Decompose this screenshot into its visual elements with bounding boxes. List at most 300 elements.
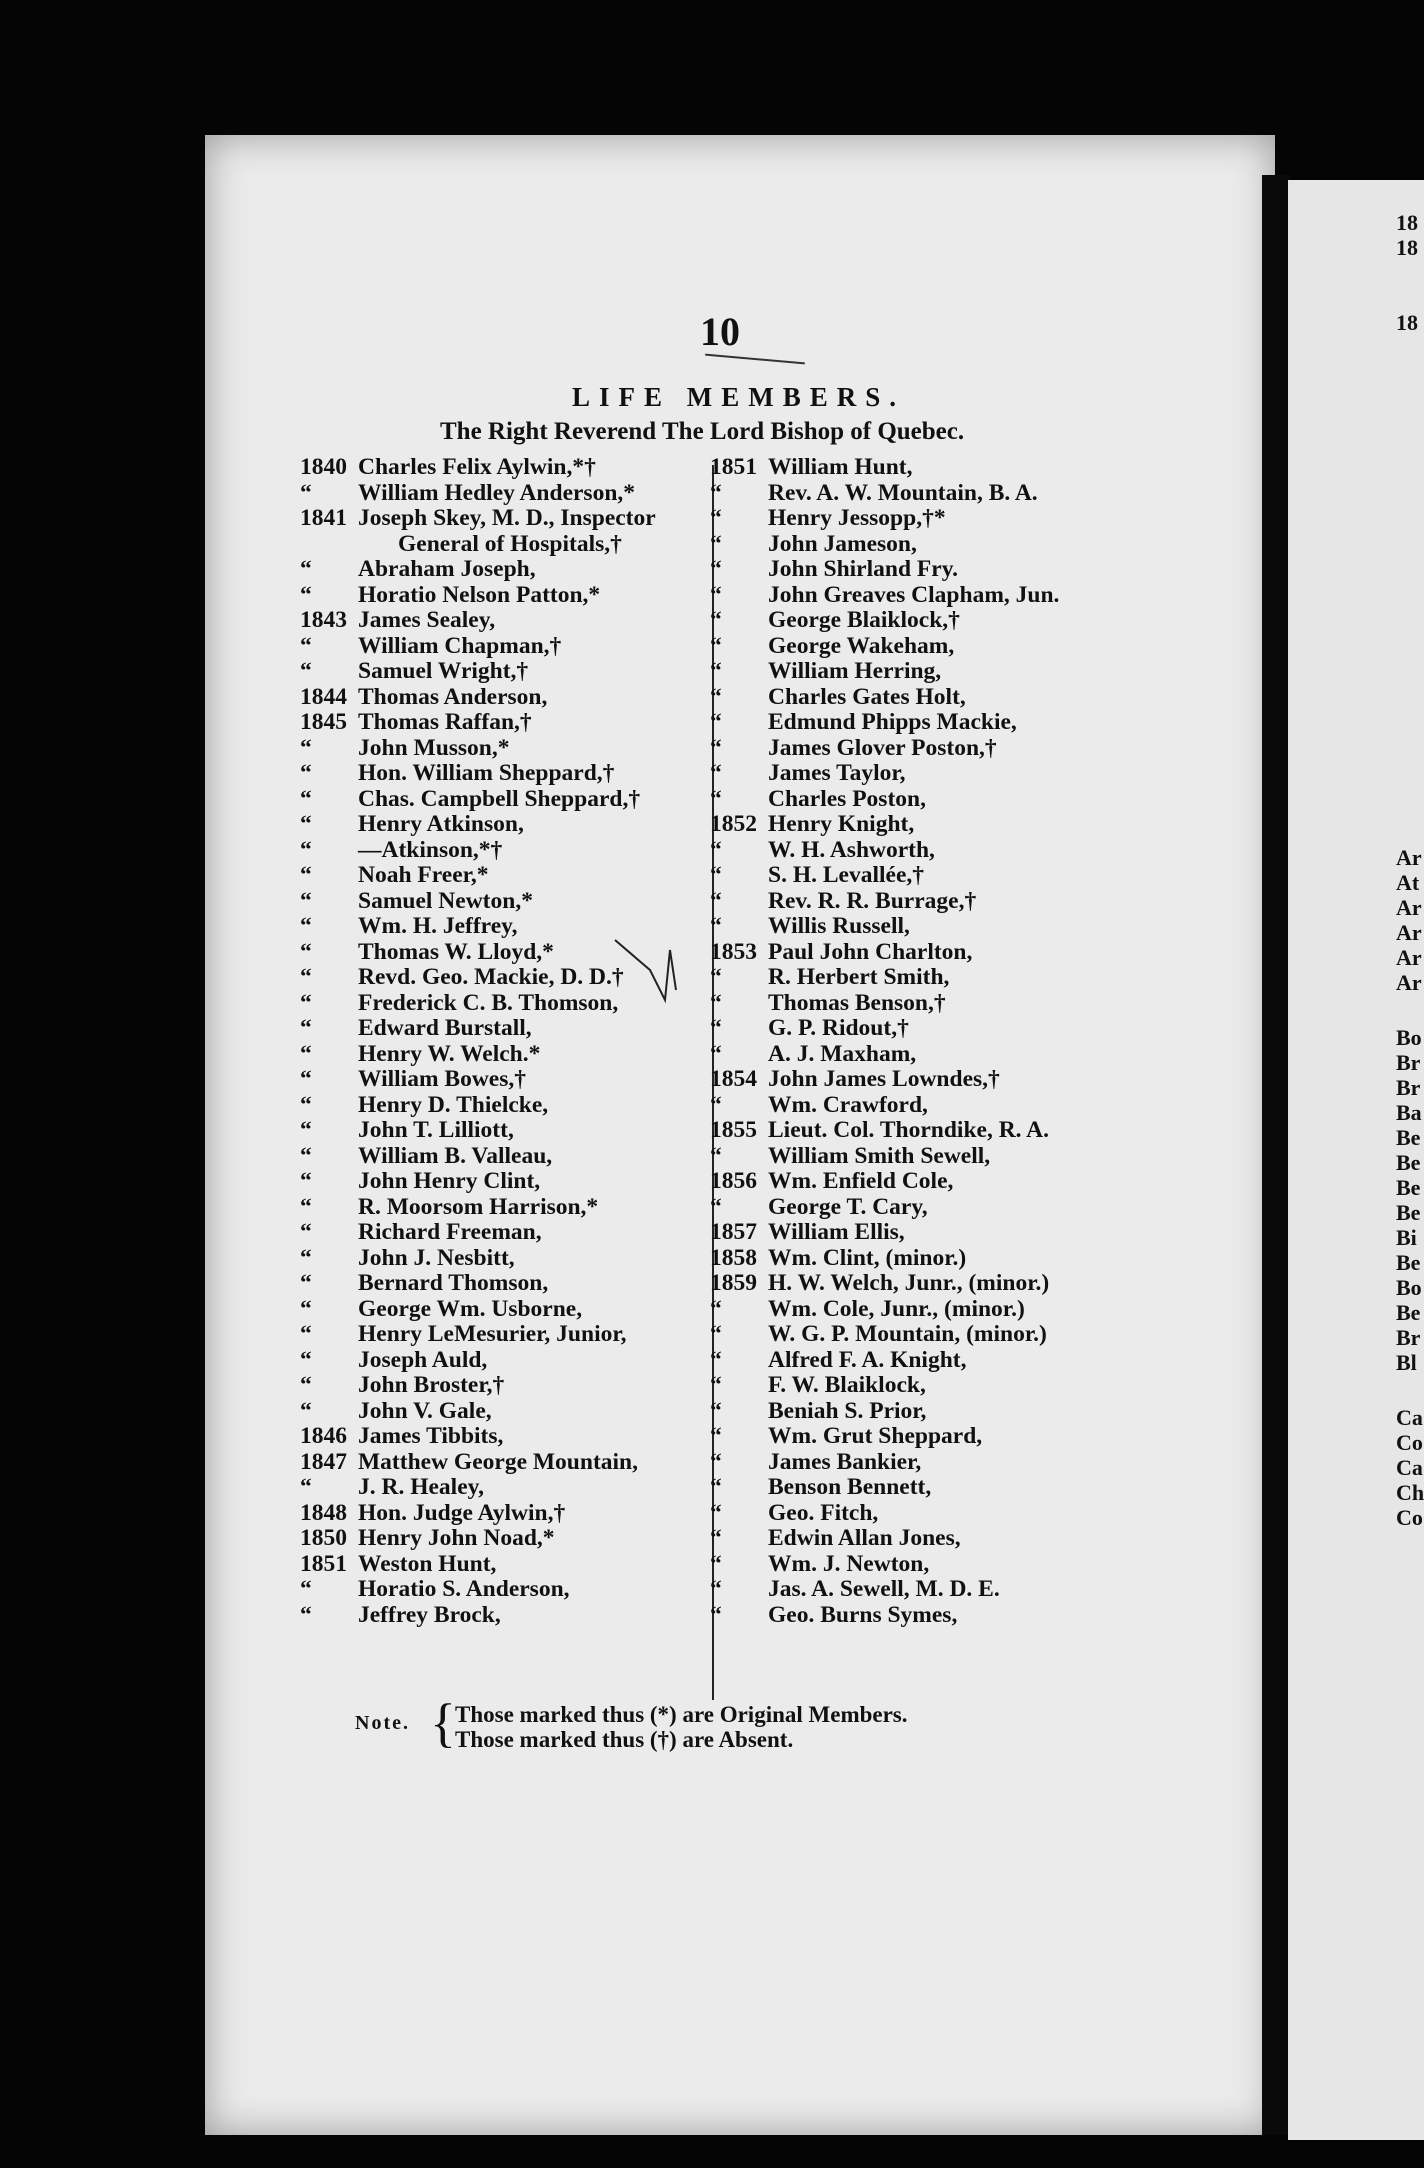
- member-year: “: [300, 836, 312, 863]
- member-entry: [710, 1373, 1059, 1399]
- member-name: Wm. Grut Sheppard,: [768, 1423, 983, 1449]
- member-year: “: [300, 913, 312, 939]
- member-name: George Wakeham,: [768, 632, 955, 659]
- member-name: H. W. Welch, Junr., (minor.): [768, 1270, 1050, 1296]
- member-year: “: [710, 1193, 722, 1220]
- member-entry: [300, 532, 656, 558]
- member-name: Henry D. Thielcke,: [358, 1091, 549, 1118]
- member-name: Edward Burstall,: [358, 1015, 532, 1041]
- facing-page-text: Bo: [1396, 1025, 1422, 1050]
- member-year: “: [300, 964, 312, 990]
- member-name: Abraham Joseph,: [358, 556, 536, 582]
- member-year: “: [300, 1372, 312, 1398]
- member-name: William Herring,: [768, 658, 942, 684]
- member-year: “: [710, 1499, 722, 1526]
- member-entry: [710, 1271, 1059, 1297]
- member-entry: [300, 940, 656, 966]
- member-year: “: [710, 581, 722, 608]
- member-year: “: [300, 760, 312, 786]
- member-name: John Greaves Clapham, Jun.: [768, 581, 1060, 608]
- member-name: Henry Atkinson,: [358, 811, 524, 837]
- member-entry: [300, 761, 656, 787]
- note-line-original: Those marked thus (*) are Original Members.: [455, 1702, 908, 1727]
- member-entry: [300, 1373, 656, 1399]
- facing-page-text: Be: [1396, 1300, 1421, 1325]
- member-name: Henry LeMesurier, Junior,: [358, 1321, 627, 1347]
- member-entry: [710, 1169, 1059, 1195]
- member-entry: [300, 1399, 656, 1425]
- member-entry: [710, 1348, 1059, 1374]
- member-year: 1851: [300, 1550, 347, 1577]
- member-entry: [300, 659, 656, 685]
- member-entry: [300, 1271, 656, 1297]
- member-entry: [710, 1552, 1059, 1578]
- member-name: Horatio S. Anderson,: [358, 1576, 570, 1602]
- member-name: John Shirland Fry.: [768, 556, 959, 582]
- member-name: Chas. Campbell Sheppard,†: [358, 785, 641, 812]
- member-year: “: [300, 1474, 312, 1500]
- member-name: Joseph Auld,: [358, 1346, 488, 1373]
- facing-page-text: Be: [1396, 1125, 1421, 1150]
- member-name: Henry Jessopp,†*: [768, 505, 946, 531]
- member-name: Weston Hunt,: [358, 1550, 497, 1577]
- member-entry: [710, 761, 1059, 787]
- member-year: “: [710, 913, 722, 939]
- member-entry: [710, 1042, 1059, 1068]
- member-entry: [300, 1220, 656, 1246]
- facing-page-text: Be: [1396, 1175, 1421, 1200]
- member-name: Henry Knight,: [768, 811, 915, 837]
- member-entry: [300, 1424, 656, 1450]
- member-name: W. H. Ashworth,: [768, 836, 935, 863]
- member-year: “: [300, 887, 312, 914]
- member-year: 1843: [300, 607, 347, 633]
- member-year: “: [300, 632, 312, 659]
- member-entry: [710, 685, 1059, 711]
- facing-page-text: Be: [1396, 1250, 1421, 1275]
- member-entry: [710, 557, 1059, 583]
- member-name: F. W. Blaiklock,: [768, 1372, 926, 1398]
- member-year: 1853: [710, 938, 757, 965]
- member-name: Thomas W. Lloyd,*: [358, 938, 554, 965]
- member-name: Thomas Anderson,: [358, 683, 548, 710]
- member-year: 1847: [300, 1448, 347, 1475]
- member-name: Wm. Crawford,: [768, 1091, 928, 1118]
- note-label: Note.: [355, 1712, 410, 1734]
- member-name: James Tibbits,: [358, 1423, 504, 1449]
- member-entry: [300, 583, 656, 609]
- member-year: 1852: [710, 811, 757, 837]
- member-name: William Bowes,†: [358, 1066, 526, 1092]
- member-name: Thomas Benson,†: [768, 989, 946, 1016]
- member-year: “: [300, 479, 312, 506]
- member-name: General of Hospitals,†: [398, 530, 622, 557]
- member-entry: [300, 787, 656, 813]
- member-name: Thomas Raffan,†: [358, 709, 532, 735]
- member-entry: [300, 1042, 656, 1068]
- facing-page-text: Ch: [1396, 1480, 1424, 1505]
- facing-page-text: Br: [1396, 1075, 1421, 1100]
- member-entry: [300, 965, 656, 991]
- member-name: Bernard Thomson,: [358, 1270, 549, 1296]
- member-entry: [300, 736, 656, 762]
- member-name: Beniah S. Prior,: [768, 1397, 927, 1424]
- member-entry: [710, 965, 1059, 991]
- facing-page-text: Be: [1396, 1200, 1421, 1225]
- facing-page-text: 18: [1396, 210, 1418, 235]
- member-entry: [300, 1501, 656, 1527]
- member-name: James Sealey,: [358, 607, 496, 633]
- member-name: Benson Bennett,: [768, 1474, 932, 1500]
- member-name: William Smith Sewell,: [768, 1142, 991, 1169]
- member-entry: [710, 455, 1059, 481]
- member-name: Wm. Cole, Junr., (minor.): [768, 1295, 1025, 1322]
- member-entry: [300, 914, 656, 940]
- member-year: “: [300, 1193, 312, 1220]
- member-entry: [710, 940, 1059, 966]
- member-name: R. Moorsom Harrison,*: [358, 1193, 599, 1220]
- member-name: Richard Freeman,: [358, 1219, 542, 1245]
- member-year: “: [300, 556, 312, 582]
- member-year: “: [710, 1601, 722, 1628]
- member-year: “: [710, 1372, 722, 1398]
- member-year: “: [300, 989, 312, 1016]
- member-entry: [300, 1603, 656, 1629]
- member-year: “: [710, 1015, 722, 1041]
- member-year: “: [710, 734, 722, 761]
- member-name: Alfred F. A. Knight,: [768, 1346, 967, 1373]
- member-entry: [710, 1424, 1059, 1450]
- member-entry: [300, 608, 656, 634]
- member-entry: [710, 506, 1059, 532]
- member-entry: [300, 1322, 656, 1348]
- member-name: Jeffrey Brock,: [358, 1601, 501, 1628]
- member-entry: [300, 1577, 656, 1603]
- member-year: “: [710, 683, 722, 710]
- member-name: George T. Cary,: [768, 1193, 928, 1220]
- section-heading: LIFE MEMBERS.: [572, 382, 906, 412]
- member-entry: [300, 1067, 656, 1093]
- book-gutter: [1262, 175, 1290, 2135]
- facing-page-text: Br: [1396, 1050, 1421, 1075]
- member-name: Lieut. Col. Thorndike, R. A.: [768, 1117, 1049, 1143]
- facing-page-text: Ca: [1396, 1455, 1423, 1480]
- member-entry: [300, 481, 656, 507]
- member-name: John T. Lilliott,: [358, 1117, 514, 1143]
- member-name: Edmund Phipps Mackie,: [768, 709, 1017, 735]
- facing-page-text: 18: [1396, 235, 1418, 260]
- member-name: William Hunt,: [768, 454, 913, 480]
- member-entry: [710, 1603, 1059, 1629]
- member-entry: [710, 863, 1059, 889]
- member-name: A. J. Maxham,: [768, 1040, 917, 1067]
- member-entry: [300, 634, 656, 660]
- member-entry: [710, 991, 1059, 1017]
- facing-page-text: Ba: [1396, 1100, 1422, 1125]
- member-year: 1857: [710, 1219, 757, 1245]
- member-name: John V. Gale,: [358, 1397, 492, 1424]
- member-year: “: [300, 1117, 312, 1143]
- member-year: “: [710, 1346, 722, 1373]
- page-number: 10: [700, 309, 740, 354]
- member-name: Samuel Wright,†: [358, 658, 529, 684]
- right-member-column: [710, 455, 1059, 1628]
- member-name: James Glover Poston,†: [768, 734, 997, 761]
- member-year: “: [710, 1142, 722, 1169]
- member-entry: [710, 659, 1059, 685]
- member-entry: [300, 557, 656, 583]
- member-year: “: [710, 1397, 722, 1424]
- member-name: Hon. William Sheppard,†: [358, 760, 615, 786]
- member-year: “: [710, 632, 722, 659]
- member-name: Frederick C. B. Thomson,: [358, 989, 619, 1016]
- member-year: “: [300, 1601, 312, 1628]
- member-name: George Blaiklock,†: [768, 607, 960, 633]
- member-name: Matthew George Mountain,: [358, 1448, 638, 1475]
- facing-page-text: Bi: [1396, 1225, 1417, 1250]
- member-year: 1855: [710, 1117, 757, 1143]
- member-year: “: [710, 1576, 722, 1602]
- facing-page-text: Ar: [1396, 920, 1422, 945]
- member-year: 1859: [710, 1270, 757, 1296]
- member-year: “: [300, 1397, 312, 1424]
- member-year: “: [710, 1091, 722, 1118]
- member-year: 1854: [710, 1066, 757, 1092]
- member-entry: [710, 1195, 1059, 1221]
- member-year: “: [710, 1295, 722, 1322]
- member-name: John Henry Clint,: [358, 1168, 541, 1194]
- member-entry: [300, 838, 656, 864]
- member-entry: [300, 1016, 656, 1042]
- patron-line: The Right Reverend The Lord Bishop of Quebec.: [440, 418, 965, 445]
- member-name: Revd. Geo. Mackie, D. D.†: [358, 964, 624, 990]
- facing-page-text: Ar: [1396, 970, 1422, 995]
- member-year: “: [710, 964, 722, 990]
- member-name: Edwin Allan Jones,: [768, 1525, 961, 1551]
- member-entry: [710, 634, 1059, 660]
- member-year: 1845: [300, 709, 347, 735]
- member-year: “: [300, 1346, 312, 1373]
- facing-page-text: Bl: [1396, 1350, 1417, 1375]
- member-name: W. G. P. Mountain, (minor.): [768, 1321, 1047, 1347]
- facing-page-text: Bo: [1396, 1275, 1422, 1300]
- note-lines: [455, 1702, 908, 1752]
- member-entry: [300, 889, 656, 915]
- member-year: “: [300, 1015, 312, 1041]
- member-year: “: [300, 1219, 312, 1245]
- member-year: “: [300, 1168, 312, 1194]
- member-name: Charles Poston,: [768, 785, 926, 812]
- member-entry: [710, 914, 1059, 940]
- member-name: Wm. J. Newton,: [768, 1550, 930, 1577]
- facing-page-text: Ar: [1396, 895, 1422, 920]
- member-year: “: [710, 862, 722, 888]
- member-name: Jas. A. Sewell, M. D. E.: [768, 1576, 1000, 1602]
- member-year: “: [300, 1091, 312, 1118]
- member-entry: [710, 1501, 1059, 1527]
- member-entry: [300, 1144, 656, 1170]
- member-name: Charles Gates Holt,: [768, 683, 966, 710]
- member-name: James Bankier,: [768, 1448, 922, 1475]
- member-entry: [300, 1195, 656, 1221]
- member-name: R. Herbert Smith,: [768, 964, 950, 990]
- facing-page-text: 18: [1396, 310, 1418, 335]
- member-name: Geo. Fitch,: [768, 1499, 879, 1526]
- member-entry: [710, 583, 1059, 609]
- member-name: J. R. Healey,: [358, 1474, 484, 1500]
- member-entry: [710, 1246, 1059, 1272]
- member-year: “: [300, 811, 312, 837]
- facing-page-text: Be: [1396, 1150, 1421, 1175]
- member-year: “: [710, 785, 722, 812]
- member-name: Hon. Judge Aylwin,†: [358, 1499, 566, 1526]
- member-year: “: [710, 1550, 722, 1577]
- member-entry: [710, 1220, 1059, 1246]
- member-name: Rev. R. R. Burrage,†: [768, 887, 977, 914]
- member-year: “: [710, 1474, 722, 1500]
- member-name: William Hedley Anderson,*: [358, 479, 636, 506]
- member-name: John James Lowndes,†: [768, 1066, 1000, 1092]
- member-year: “: [710, 760, 722, 786]
- member-entry: [300, 710, 656, 736]
- member-year: “: [710, 1448, 722, 1475]
- member-year: 1846: [300, 1423, 347, 1449]
- facing-page-text: Co: [1396, 1430, 1423, 1455]
- member-year: “: [710, 658, 722, 684]
- member-year: “: [710, 1040, 722, 1067]
- member-year: 1841: [300, 505, 347, 531]
- member-entry: [710, 889, 1059, 915]
- member-year: “: [300, 1066, 312, 1092]
- member-entry: [300, 1297, 656, 1323]
- member-entry: [710, 1093, 1059, 1119]
- member-name: Henry John Noad,*: [358, 1525, 555, 1551]
- member-year: “: [300, 1040, 312, 1067]
- member-entry: [710, 1118, 1059, 1144]
- member-entry: [710, 532, 1059, 558]
- member-year: “: [710, 1321, 722, 1347]
- member-entry: [710, 838, 1059, 864]
- member-year: “: [710, 505, 722, 531]
- member-entry: [710, 812, 1059, 838]
- member-entry: [300, 991, 656, 1017]
- handwritten-mark: [610, 930, 690, 1010]
- member-year: 1844: [300, 683, 347, 710]
- left-member-column: [300, 455, 656, 1628]
- member-year: “: [300, 1142, 312, 1169]
- member-year: “: [710, 709, 722, 735]
- note-line-absent: Those marked thus (†) are Absent.: [455, 1727, 794, 1752]
- member-name: —Atkinson,*†: [358, 836, 503, 863]
- member-name: Wm. H. Jeffrey,: [358, 913, 518, 939]
- member-entry: [300, 506, 656, 532]
- member-entry: [300, 1246, 656, 1272]
- member-name: Wm. Enfield Cole,: [768, 1168, 954, 1194]
- member-year: “: [300, 581, 312, 608]
- member-name: John Broster,†: [358, 1372, 505, 1398]
- facing-page-text: Ca: [1396, 1405, 1423, 1430]
- member-entry: [710, 1322, 1059, 1348]
- member-year: “: [300, 734, 312, 761]
- member-entry: [710, 1475, 1059, 1501]
- member-name: G. P. Ridout,†: [768, 1015, 909, 1041]
- member-year: 1850: [300, 1525, 347, 1551]
- member-entry: [710, 1144, 1059, 1170]
- member-entry: [710, 608, 1059, 634]
- member-entry: [300, 1475, 656, 1501]
- member-name: William Chapman,†: [358, 632, 562, 659]
- member-year: “: [710, 607, 722, 633]
- member-entry: [300, 1093, 656, 1119]
- member-entry: [300, 812, 656, 838]
- facing-page-text: Ar: [1396, 845, 1422, 870]
- member-name: Willis Russell,: [768, 913, 910, 939]
- member-name: S. H. Levallée,†: [768, 862, 924, 888]
- member-entry: [300, 1450, 656, 1476]
- member-year: “: [300, 862, 312, 888]
- member-entry: [710, 787, 1059, 813]
- member-entry: [300, 1169, 656, 1195]
- member-year: “: [710, 887, 722, 914]
- member-name: Wm. Clint, (minor.): [768, 1244, 967, 1271]
- facing-page-text: At: [1396, 870, 1420, 895]
- member-name: Noah Freer,*: [358, 862, 489, 888]
- member-year: 1848: [300, 1499, 347, 1526]
- member-entry: [710, 1297, 1059, 1323]
- member-name: Rev. A. W. Mountain, B. A.: [768, 479, 1038, 506]
- member-entry: [300, 685, 656, 711]
- member-year: 1851: [710, 454, 757, 480]
- member-name: John J. Nesbitt,: [358, 1244, 515, 1271]
- member-year: “: [710, 479, 722, 506]
- facing-page: [1288, 180, 1424, 2140]
- member-name: Paul John Charlton,: [768, 938, 973, 965]
- note-brace: {: [430, 1693, 456, 1753]
- member-name: Horatio Nelson Patton,*: [358, 581, 601, 608]
- member-year: “: [710, 1423, 722, 1449]
- member-entry: [300, 863, 656, 889]
- member-entry: [710, 1577, 1059, 1603]
- member-year: “: [710, 530, 722, 557]
- member-name: William B. Valleau,: [358, 1142, 553, 1169]
- member-entry: [710, 710, 1059, 736]
- member-entry: [300, 1348, 656, 1374]
- member-entry: [710, 1526, 1059, 1552]
- member-year: “: [300, 1321, 312, 1347]
- member-year: 1858: [710, 1244, 757, 1271]
- member-year: “: [710, 836, 722, 863]
- facing-page-text: Co: [1396, 1505, 1423, 1530]
- member-year: “: [300, 658, 312, 684]
- member-year: “: [300, 1244, 312, 1271]
- member-name: Samuel Newton,*: [358, 887, 533, 914]
- member-entry: [300, 1552, 656, 1578]
- member-entry: [710, 1450, 1059, 1476]
- member-entry: [710, 1399, 1059, 1425]
- member-year: 1840: [300, 454, 347, 480]
- member-year: “: [300, 785, 312, 812]
- member-entry: [300, 1526, 656, 1552]
- member-year: “: [300, 1270, 312, 1296]
- member-name: Geo. Burns Symes,: [768, 1601, 958, 1628]
- member-name: John Musson,*: [358, 734, 510, 761]
- member-name: Joseph Skey, M. D., Inspector: [358, 505, 656, 531]
- member-name: James Taylor,: [768, 760, 906, 786]
- member-name: Henry W. Welch.*: [358, 1040, 541, 1067]
- member-entry: [710, 1067, 1059, 1093]
- member-entry: [300, 455, 656, 481]
- member-year: “: [300, 1576, 312, 1602]
